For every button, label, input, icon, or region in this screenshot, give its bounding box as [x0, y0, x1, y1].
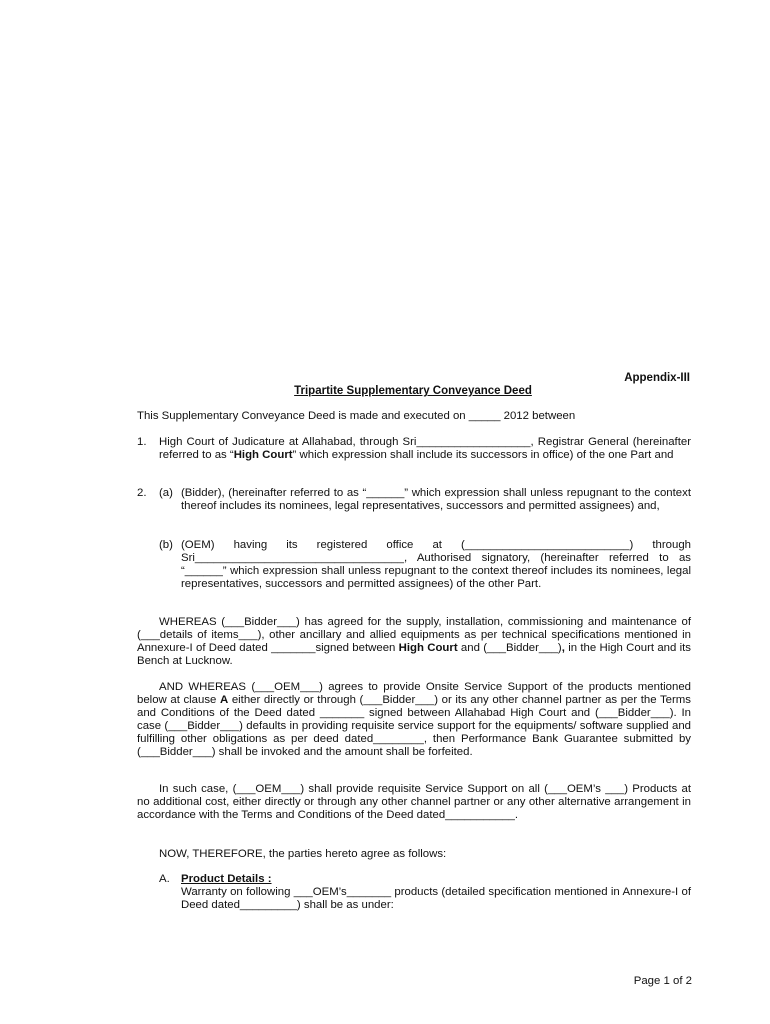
and-whereas-paragraph: [137, 681, 691, 758]
whereas1-bold-comma: ,: [561, 641, 565, 654]
whereas2-text-b: either directly or through (___Bidder___) or its any other channel partner as per the Terms and Conditions of the Deed dated _______ signed between Allahabad High Court and (___Bidder___). In case (___Bidder___) defaults in providing requisite service support for the equipments/ software supplied and fulfilling other obligations as per deed dated________, then Performance Bank Guarantee submitted by (___Bidder___) shall be invoked and the amount shall be forfeited.: [137, 693, 691, 758]
party2a-paragraph: (Bidder), (hereinafter referred to as “______” which expression shall unless repugnant to the context thereof includes its nominees, legal representatives, successors and permitted assignees) and,: [181, 487, 691, 512]
whereas1-text-c: in the High Court and its Bench at Lucknow.: [137, 641, 692, 667]
whereas-paragraph: [137, 616, 691, 668]
party1-text-b: ” which expression shall include its successors in office) of the one Part and: [292, 448, 674, 461]
whereas2-text-a: AND WHEREAS (___OEM___) agrees to provide Onsite Service Support of the products mentioned below at clause: [137, 681, 691, 706]
document-title: Tripartite Supplementary Conveyance Deed: [294, 385, 532, 397]
clause-a-label: A.: [159, 873, 170, 885]
party2b-label: (b): [159, 539, 173, 551]
party1-text-a: High Court of Judicature at Allahabad, through Sri__________________, Registrar General (hereinafter referred to as “: [159, 436, 691, 461]
whereas1-text-b: and (___Bidder___): [457, 641, 562, 654]
intro-paragraph: This Supplementary Conveyance Deed is made and executed on _____ 2012 between: [137, 410, 576, 422]
party1-paragraph: [159, 436, 691, 462]
whereas1-text-a: WHEREAS (___Bidder___) has agreed for the supply, installation, commissioning and maintenance of (___details of items___), other ancillary and allied equipments as per technical specifications mentioned in Annexure-I of Deed dated _______signed between: [137, 616, 691, 654]
whereas2-bold-a: A: [219, 693, 229, 706]
such-case-paragraph: In such case, (___OEM___) shall provide requisite Service Support on all (___OEM’s ___) Products at no additional cost, either directly or through any other channel partner or any other alternative arrangement in accordance with the Terms and Conditions of the Deed dated___________.: [137, 783, 691, 821]
clause-a-body: [181, 873, 691, 912]
party2-number: 2.: [137, 487, 147, 499]
party2b-paragraph: (OEM) having its registered office at (__________________________) through Sri_________________________________, Authorised signatory, (hereinafter referred to as “______” which expression shall unless repugnant to the context thereof includes its nominees, legal representatives, successors and permitted assignees) of the other Part.: [181, 539, 691, 590]
whereas1-bold-high-court: High Court: [398, 641, 458, 654]
page-number: Page 1 of 2: [633, 975, 692, 987]
party2a-label: (a): [159, 487, 173, 499]
now-therefore-paragraph: NOW, THEREFORE, the parties hereto agree as follows:: [159, 848, 447, 860]
party1-bold: High Court: [233, 448, 293, 461]
appendix-label: Appendix-III: [624, 372, 690, 384]
party1-number: 1.: [137, 436, 147, 448]
clause-a-heading: Product Details :: [181, 873, 272, 885]
clause-a-text: Warranty on following ___OEM’s_______ products (detailed specification mentioned in Annexure-I of Deed dated_________) shall be as under:: [181, 885, 691, 911]
